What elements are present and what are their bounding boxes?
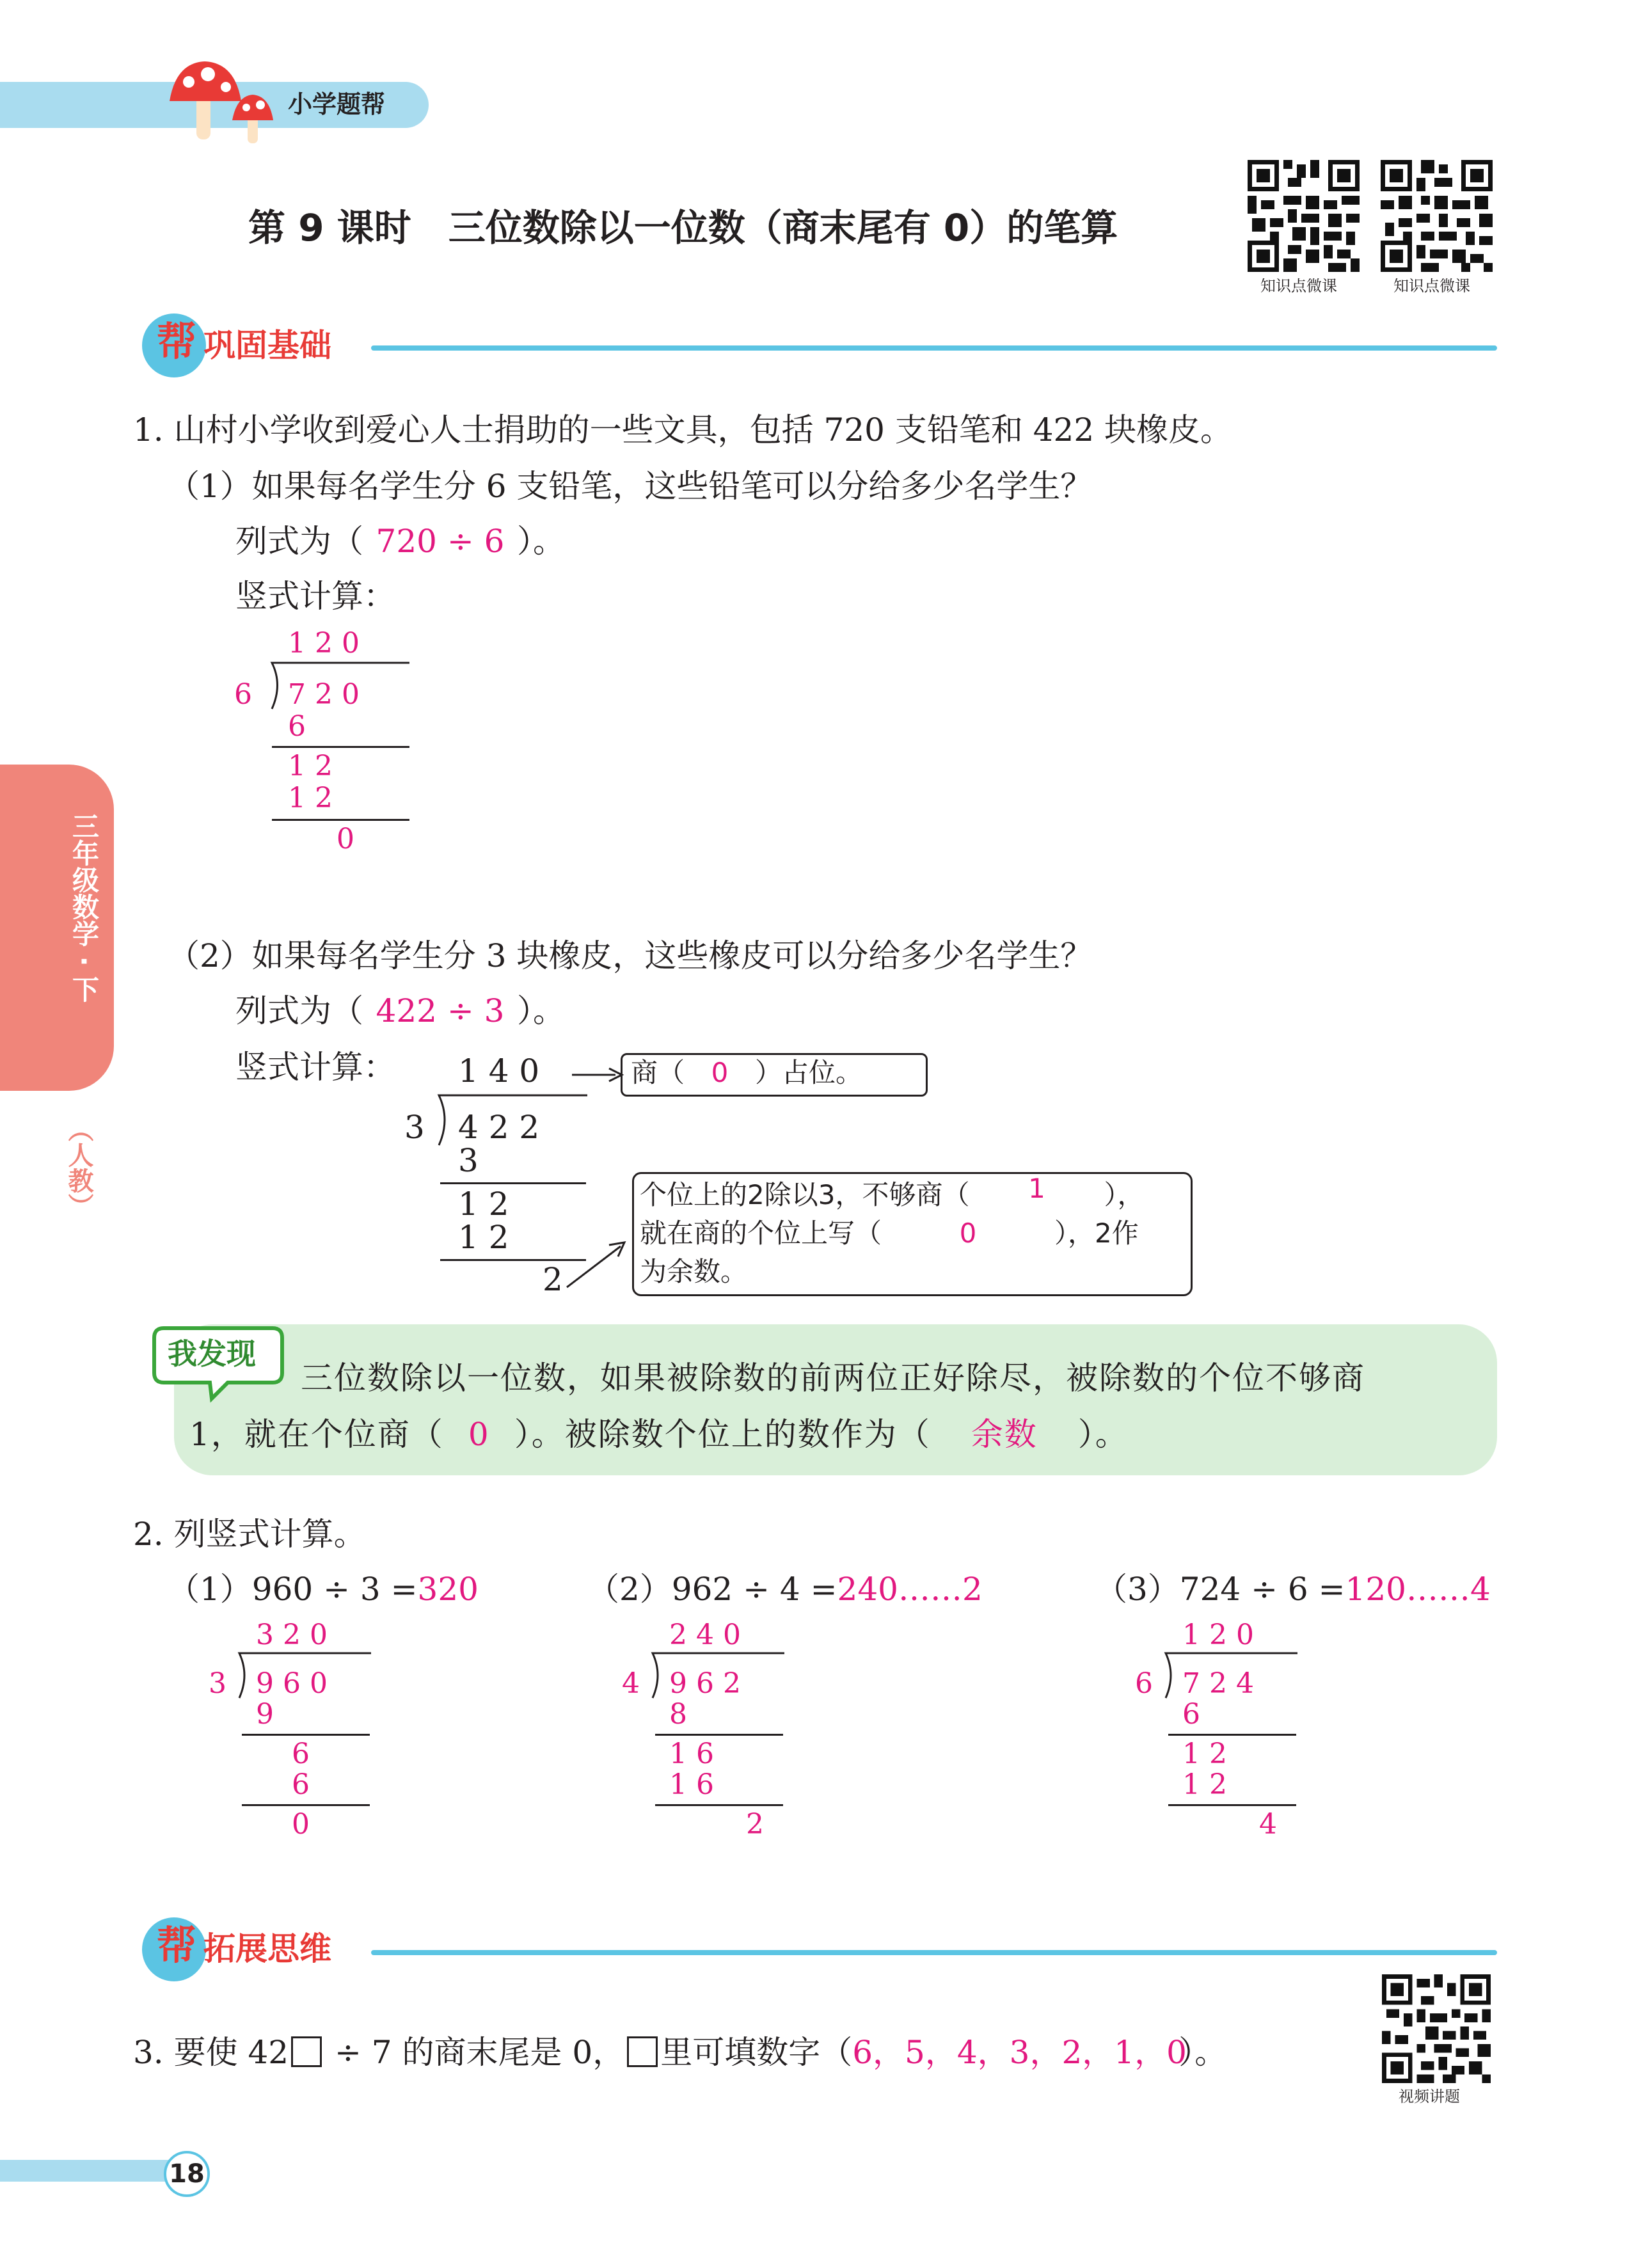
qr-code-2-caption: 知识点微课 [1393,277,1470,295]
q3-stem-a: 3. 要使 42 [133,2034,289,2071]
callout-box-explanation-text [640,1173,1145,1291]
discover-line1: 三位数除以一位数，如果被除数的前两位正好除尽，被除数的个位不够商 [301,1360,1365,1397]
box1-suffix: ）占位。 [755,1057,863,1088]
discover-line2 [189,1414,1129,1455]
formula-suffix: ）。 [517,992,565,1029]
q3-answer: 6，5，4，3，2，1，0 [852,2034,1187,2071]
final-remainder: 4 [1259,1808,1277,1841]
q1-part1-vertical-label: 竖式计算： [235,578,395,615]
discover-answer2: 余数 [971,1416,1038,1453]
box1-prefix: 商（ [631,1057,685,1088]
q3-stem [133,2032,1226,2073]
qr-code-1-caption: 知识点微课 [1260,277,1337,295]
long-division-720-by-6 [230,627,422,870]
page-number: 18 [169,2159,205,2189]
step1-remainder: 1 2 [288,750,333,782]
step1-remainder: 1 2 [458,1186,509,1223]
box2-line1 [640,1173,1145,1214]
q3-stem-c: 里可填数字（ [660,2034,853,2071]
section2-divider [371,1950,1497,1955]
q2-item3-expr [1095,1569,1491,1610]
arrow-to-box2 [563,1235,633,1292]
qr-code-3-caption: 视频讲题 [1399,2088,1460,2105]
divisor: 3 [404,1109,425,1146]
box2-line1-prefix: 个位上的2除以3，不够商（ [640,1179,970,1210]
step2-product: 1 6 [669,1768,714,1801]
dividend: 7 2 4 [1182,1667,1254,1700]
q2-stem: 2. 列竖式计算。 [133,1516,366,1553]
subtraction-line [242,1734,370,1736]
quotient: 1 2 0 [288,627,360,660]
step1-remainder: 6 [292,1738,310,1770]
box2-line2-suffix: ），2作 [1054,1217,1139,1249]
qr-code-3[interactable] [1382,1974,1491,2083]
divisor: 4 [622,1667,640,1700]
callout-box-placeholder-text [631,1057,862,1089]
section2-title: 拓展思维 [203,1930,331,1967]
final-remainder: 2 [543,1261,563,1298]
section1-divider [371,345,1497,351]
q1-part2-vertical-label: 竖式计算： [235,1049,395,1086]
long-division-422-by-3 [397,1054,589,1297]
dividend: 9 6 0 [256,1667,328,1700]
q2-item2-expr [587,1569,983,1610]
arrow-to-box1 [569,1062,627,1088]
section1-badge-text: 帮 [157,318,197,365]
quotient: 3 2 0 [256,1619,328,1651]
box2-line3: 为余数。 [640,1256,748,1287]
dividend: 4 2 2 [458,1109,540,1146]
q3-stem-b: ÷ 7 的商末尾是 0， [324,2034,625,2071]
answer: 320 [417,1571,479,1608]
side-tab-edition: （人教） [64,1116,93,1219]
q1-part1-question: （1）如果每名学生分 6 支铅笔，这些铅笔可以分给多少名学生？ [168,468,1093,505]
box2-line2-prefix: 就在商的个位上写（ [640,1217,882,1249]
formula-answer: 422 ÷ 3 [376,992,505,1029]
q1-part2-formula [235,990,565,1031]
step1-product: 3 [458,1142,479,1179]
long-division-960-by-3 [205,1619,371,1849]
subtraction-line [1168,1734,1296,1736]
subtraction-line [242,1804,370,1806]
discover-line2-a: 1，就在个位商（ [189,1416,444,1453]
step1-product: 8 [669,1698,687,1731]
discover-answer1: 0 [468,1416,490,1453]
lesson-title: 第 9 课时 三位数除以一位数（商末尾有 0）的笔算 [248,206,1118,250]
step2-product: 1 2 [288,782,333,814]
final-remainder: 2 [746,1808,764,1841]
side-tab-label: 三年级数学 · 下 [68,813,100,1003]
brand-name: 小学题帮 [288,90,386,118]
subtraction-line [272,819,409,821]
q2-item1-expr [168,1569,479,1610]
quotient: 1 4 0 [458,1052,540,1090]
step1-product: 6 [1182,1698,1200,1731]
mushroom-logo [163,56,291,146]
discover-line2-b: ）。被除数个位上的数作为（ [514,1416,931,1453]
expr: （2）962 ÷ 4 = [587,1571,837,1608]
step2-product: 1 2 [458,1219,509,1256]
step2-product: 1 2 [1182,1768,1227,1801]
step1-product: 9 [256,1698,274,1731]
subtraction-line [1168,1804,1296,1806]
quotient: 2 4 0 [669,1619,741,1651]
divisor: 6 [1135,1667,1153,1700]
qr-code-2[interactable] [1381,160,1493,272]
box2-answer1: 1 [1028,1173,1045,1204]
subtraction-line [440,1182,586,1184]
subtraction-line [655,1734,783,1736]
box2-line1-suffix: ）， [1104,1179,1145,1210]
discover-badge-text: 我发现 [168,1336,256,1371]
qr-code-1[interactable] [1248,160,1360,272]
answer: 240……2 [837,1571,983,1608]
expr: （3）724 ÷ 6 = [1095,1571,1345,1608]
section1-title: 巩固基础 [203,327,331,364]
answer: 120……4 [1345,1571,1491,1608]
section2-badge-text: 帮 [157,1922,197,1969]
q1-stem: 1. 山村小学收到爱心人士捐助的一些文具，包括 720 支铅笔和 422 块橡皮。 [133,411,1233,448]
formula-suffix: ）。 [517,523,565,560]
step1-product: 6 [288,710,306,743]
long-division-962-by-4 [618,1619,784,1849]
step1-remainder: 1 2 [1182,1738,1227,1770]
quotient: 1 2 0 [1182,1619,1254,1651]
blank-box [291,2036,322,2067]
box2-answer2: 0 [959,1217,977,1249]
subtraction-line [655,1804,783,1806]
footer-bar [0,2160,192,2182]
expr: （1）960 ÷ 3 = [168,1571,418,1608]
formula-prefix: 列式为（ [235,992,363,1029]
q1-part1-formula [235,521,565,562]
final-remainder: 0 [292,1808,310,1841]
formula-prefix: 列式为（ [235,523,363,560]
final-remainder: 0 [337,823,354,855]
box1-answer: 0 [711,1057,729,1088]
step2-product: 6 [292,1768,310,1801]
blank-box [627,2036,658,2067]
dividend: 7 2 0 [288,678,360,711]
long-division-724-by-6 [1131,1619,1297,1849]
q1-part2-question: （2）如果每名学生分 3 块橡皮，这些橡皮可以分给多少名学生？ [168,937,1093,974]
divisor: 6 [234,678,252,711]
formula-answer: 720 ÷ 6 [376,523,505,560]
divisor: 3 [209,1667,226,1700]
box2-line2 [640,1214,1144,1253]
dividend: 9 6 2 [669,1667,741,1700]
subtraction-line [272,746,409,748]
discover-line2-c: ）。 [1077,1416,1129,1453]
q3-stem-d: ）。 [1178,2034,1227,2071]
step1-remainder: 1 6 [669,1738,714,1770]
